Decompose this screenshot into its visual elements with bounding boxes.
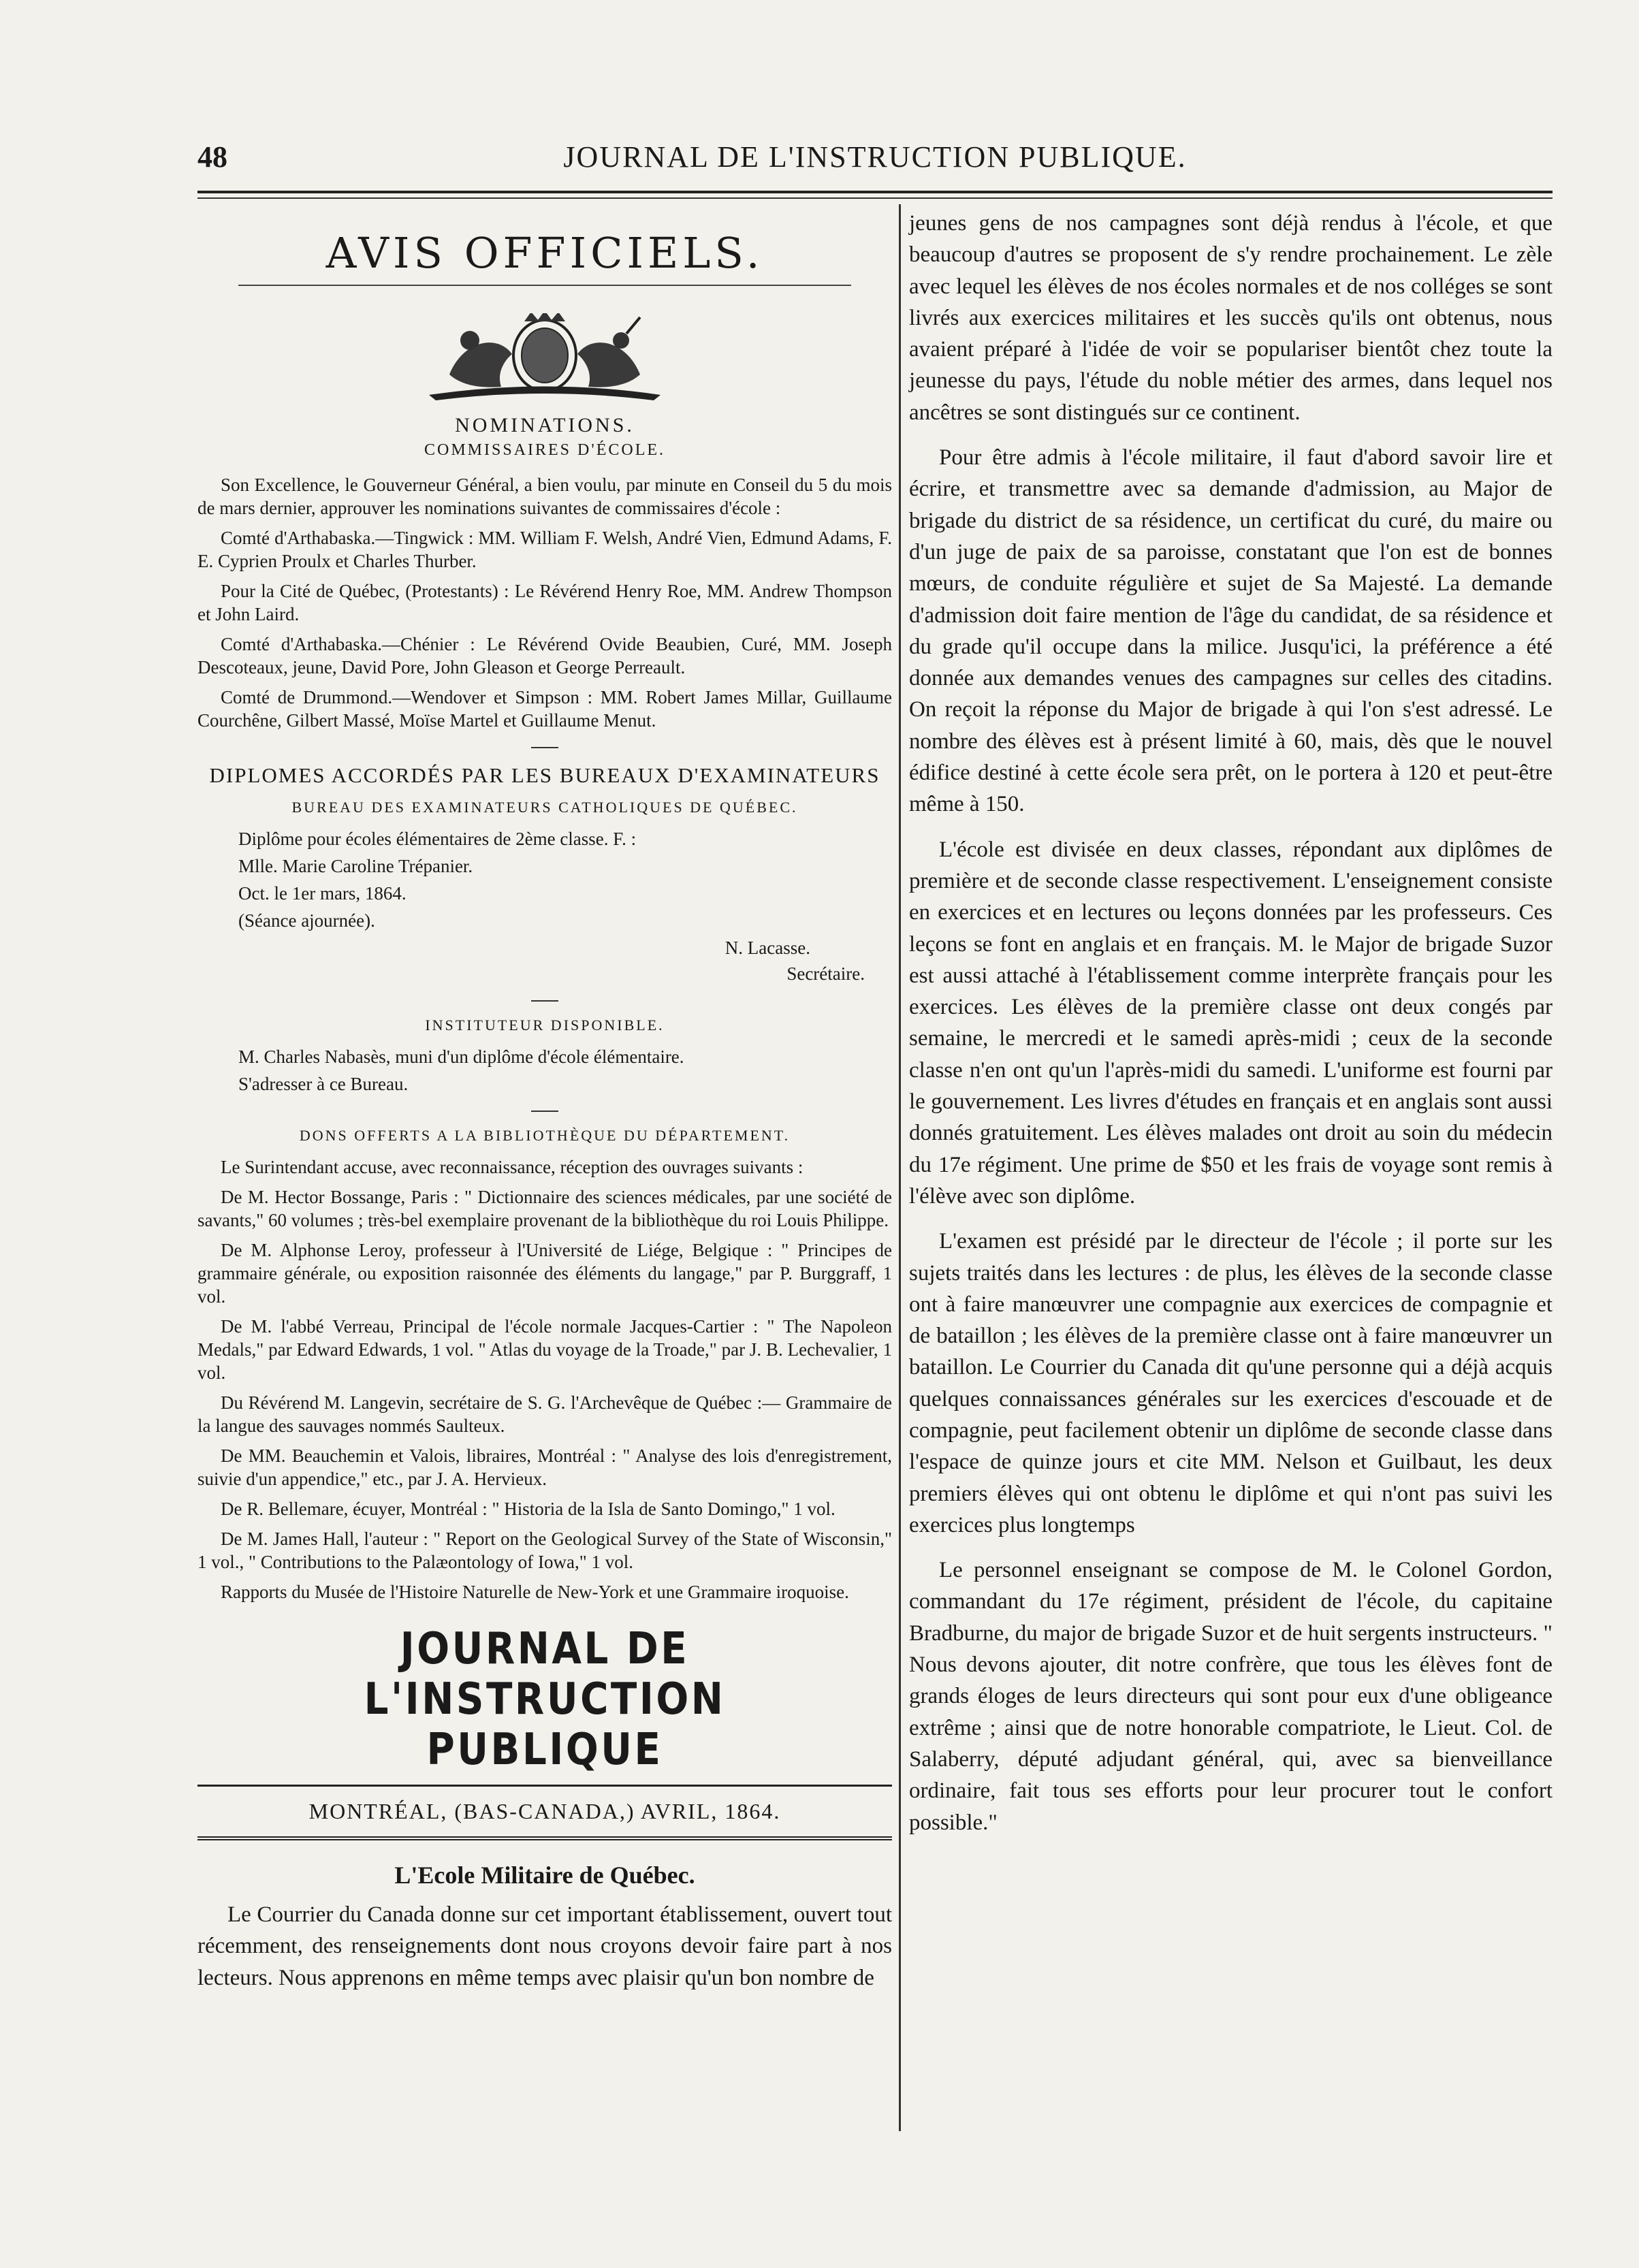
avis-rule	[238, 285, 851, 286]
masthead-rule	[197, 1785, 892, 1787]
diplome-line: Oct. le 1er mars, 1864.	[238, 883, 407, 904]
nominations-heading: NOMINATIONS.	[455, 414, 635, 436]
page-number: 48	[197, 140, 227, 174]
paragraph-arthabaska-tingwick: Comté d'Arthabaska.—Tingwick : MM. William F. Welsh, André Vien, Edmund Adams, F. E. Cyprien Proulx et Charles Thurber.	[197, 528, 892, 571]
diplome-line: Mlle. Marie Caroline Trépanier.	[238, 856, 473, 876]
article-title: L'Ecole Militaire de Québec.	[394, 1862, 695, 1889]
diplomes-heading: DIPLOMES ACCORDÉS PAR LES BUREAUX D'EXAMINATEURS	[209, 763, 880, 787]
article-paragraph: L'école est divisée en deux classes, répondant aux diplômes de première et de seconde classe respectivement. L'enseignement consiste en exercices et en lectures ou leçons données par les professeurs. Ces leçons se font en anglais et en français. M. le Major de brigade Suzor est aussi attaché à l'établissement comme interprète français pour les exercices. Les élèves de la première classe ont deux congés par semaine, le mercredi et le samedi après-midi ; ceux de la seconde classe n'en ont qu'un l'après-midi du samedi. L'uniforme est fourni par le gouvernement. Les livres d'études en français et en anglais sont aussi donnés gratuitement. Les élèves malades ont droit au soin du médecin du 17e régiment. Une prime de $50 et les frais de voyage sont remis à l'élève avec son diplôme.	[909, 837, 1553, 1209]
commissaires-subheading: COMMISSAIRES D'ÉCOLE.	[424, 441, 666, 459]
don-item: De MM. Beauchemin et Valois, libraires, Montréal : " Analyse des lois d'enregistrement, suivie d'un appendice," etc., par J. A. Hervieux.	[197, 1446, 892, 1489]
bureau-subheading: BUREAU DES EXAMINATEURS CATHOLIQUES DE QUÉBEC.	[291, 799, 798, 816]
paragraph-cite-quebec: Pour la Cité de Québec, (Protestants) : Le Révérend Henry Roe, MM. Andrew Thompson et John Laird.	[197, 581, 892, 624]
dons-subheading: DONS OFFERTS A LA BIBLIOTHÈQUE DU DÉPARTEMENT.	[299, 1127, 791, 1144]
dons-intro: Le Surintendant accuse, avec reconnaissance, réception des ouvrages suivants :	[221, 1157, 803, 1177]
column-divider	[899, 204, 901, 2131]
right-column	[909, 208, 1553, 1852]
instituteur-line: S'adresser à ce Bureau.	[238, 1074, 409, 1094]
don-item: De R. Bellemare, écuyer, Montréal : " Historia de la Isla de Santo Domingo," 1 vol.	[221, 1499, 836, 1519]
don-item: De M. Hector Bossange, Paris : " Dictionnaire des sciences médicales, par une société de savants," 60 volumes ; très-bel exemplaire provenant de la bibliothèque du roi Louis Philippe.	[197, 1187, 892, 1230]
don-item: Rapports du Musée de l'Histoire Naturelle de New-York et une Grammaire iroquoise.	[221, 1582, 849, 1602]
diplome-line: (Séance ajournée).	[238, 910, 375, 931]
article-paragraph: Le personnel enseignant se compose de M. le Colonel Gordon, commandant du 17e régiment, président de l'école, du capitaine Bradburne, du major de brigade Suzor et de huit sergents instructeurs. " Nous devons ajouter, dit notre confrère, que tous les élèves font de grands éloges de leurs directeurs qui sont pour eux d'une obligeance extrême ; ainsi que de notre honorable compatriote, le Lieut. Col. de Salaberry, député adjudant général, qui, avec sa bienveillance ordinaire, fait tous ses efforts pour leur procurer tout le confort possible."	[909, 1558, 1553, 1835]
signature-name: N. Lacasse.	[725, 938, 810, 958]
article-paragraph: Pour être admis à l'école militaire, il faut d'abord savoir lire et écrire, et transmettre avec sa demande d'admission, au Major de brigade du district de sa résidence, un certificat du curé, du maire ou d'un juge de paix de sa paroisse, constatant que l'on est de bonnes mœurs, de conduite régulière et sujet de Sa Majesté. La demande d'admission doit faire mention de l'âge du candidat, de sa résidence et du grade qu'il occupe dans la milice. Jusqu'ici, la préférence a été donnée aux demandes venues des campagnes sur celles des citadins. On reçoit la réponse du Major de brigade à qui l'on s'est adressé. Le nombre des élèves est à présent limité à 60, mais, dès que le nouvel édifice destiné à cette école sera prêt, on le portera à 120 et peut-être même à 150.	[909, 445, 1553, 817]
page-header	[197, 140, 1553, 180]
article-paragraph: Le Courrier du Canada donne sur cet important établissement, ouvert tout récemment, des renseignements dont nous croyons devoir faire part à nos lecteurs. Nous apprenons en même temps avec plaisir qu'un bon nombre de	[197, 1902, 892, 1990]
header-rule	[197, 191, 1553, 193]
don-item: De M. Alphonse Leroy, professeur à l'Université de Liége, Belgique : " Principes de grammaire générale, ou exposition raisonnée des éléments du langage," par P. Burggraff, 1 vol.	[197, 1240, 892, 1307]
diplome-line: Diplôme pour écoles élémentaires de 2ème classe. F. :	[238, 829, 637, 849]
signature-title: Secrétaire.	[786, 963, 865, 984]
left-column	[197, 208, 892, 2007]
don-item: De M. James Hall, l'auteur : " Report on the Geological Survey of the State of Wisconsin," 1 vol., " Contributions to the Palæontology of Iowa," 1 vol.	[197, 1529, 892, 1572]
running-title: JOURNAL DE L'INSTRUCTION PUBLIQUE.	[563, 140, 1187, 174]
don-item: De M. l'abbé Verreau, Principal de l'école normale Jacques-Cartier : " The Napoleon Medals," par Edward Edwards, 1 vol. " Atlas du voyage de la Troade," par J. B. Lechevalier, 1 vol.	[197, 1316, 892, 1383]
dateline: MONTRÉAL, (BAS-CANADA,) AVRIL, 1864.	[308, 1799, 781, 1823]
royal-coat-of-arms-icon	[422, 313, 667, 402]
section-dash	[531, 1000, 558, 1002]
instituteur-subheading: INSTITUTEUR DISPONIBLE.	[425, 1017, 665, 1034]
paragraph-intro: Son Excellence, le Gouverneur Général, a bien voulu, par minute en Conseil du 5 du mois de mars dernier, approuver les nominations suivantes de commissaires d'école :	[197, 475, 892, 518]
header-rule-thin	[197, 197, 1553, 199]
paragraph-drummond: Comté de Drummond.—Wendover et Simpson : MM. Robert James Millar, Guillaume Courchêne, Gilbert Massé, Moïse Martel et Guillaume Menut.	[197, 687, 892, 731]
article-paragraph: jeunes gens de nos campagnes sont déjà rendus à l'école, et que beaucoup d'autres se proposent de s'y rendre prochainement. Le zèle avec lequel les élèves de nos écoles normales et de nos colléges se sont livrés aux exercices militaires et les succès qu'ils ont obtenus, nous avaient préparé à l'idée de voir se populariser bientôt chez toute la jeunesse du pays, l'étude du noble métier des armes, dans lequel nos ancêtres se sont distingués sur ce continent.	[909, 211, 1553, 425]
section-dash	[531, 747, 558, 748]
don-item: Du Révérend M. Langevin, secrétaire de S. G. l'Archevêque de Québec :— Grammaire de la langue des sauvages nommés Saulteux.	[197, 1392, 892, 1436]
article-paragraph: L'examen est présidé par le directeur de l'école ; il porte sur les sujets traités dans les lectures : de plus, les élèves de la seconde classe ont à faire manœuvrer une compagnie aux exercices de compagnie et de bataillon ; les élèves de la première classe ont à faire manœuvrer un bataillon. Le Courrier du Canada dit qu'une personne qui a déjà acquis quelques connaissances générales sur les exercices d'escouade et de compagnie, peut facilement obtenir un diplôme de seconde classe dans l'espace de quinze jours et cite MM. Nelson et Guilbaut, les deux premiers élèves qui ont obtenu le diplôme et qui n'ont pas suivi les exercices plus longtemps	[909, 1229, 1553, 1537]
paragraph-arthabaska-chenier: Comté d'Arthabaska.—Chénier : Le Révérend Ovide Beaubien, Curé, MM. Joseph Descoteaux, jeune, David Pore, John Gleason et George Perreault.	[197, 634, 892, 677]
instituteur-line: M. Charles Nabasès, muni d'un diplôme d'école élémentaire.	[238, 1047, 684, 1067]
masthead: JOURNAL DE L'INSTRUCTION PUBLIQUE	[364, 1624, 726, 1775]
dateline-rule	[197, 1836, 892, 1840]
avis-officiels-title: AVIS OFFICIELS.	[325, 228, 764, 278]
section-dash	[531, 1111, 558, 1112]
